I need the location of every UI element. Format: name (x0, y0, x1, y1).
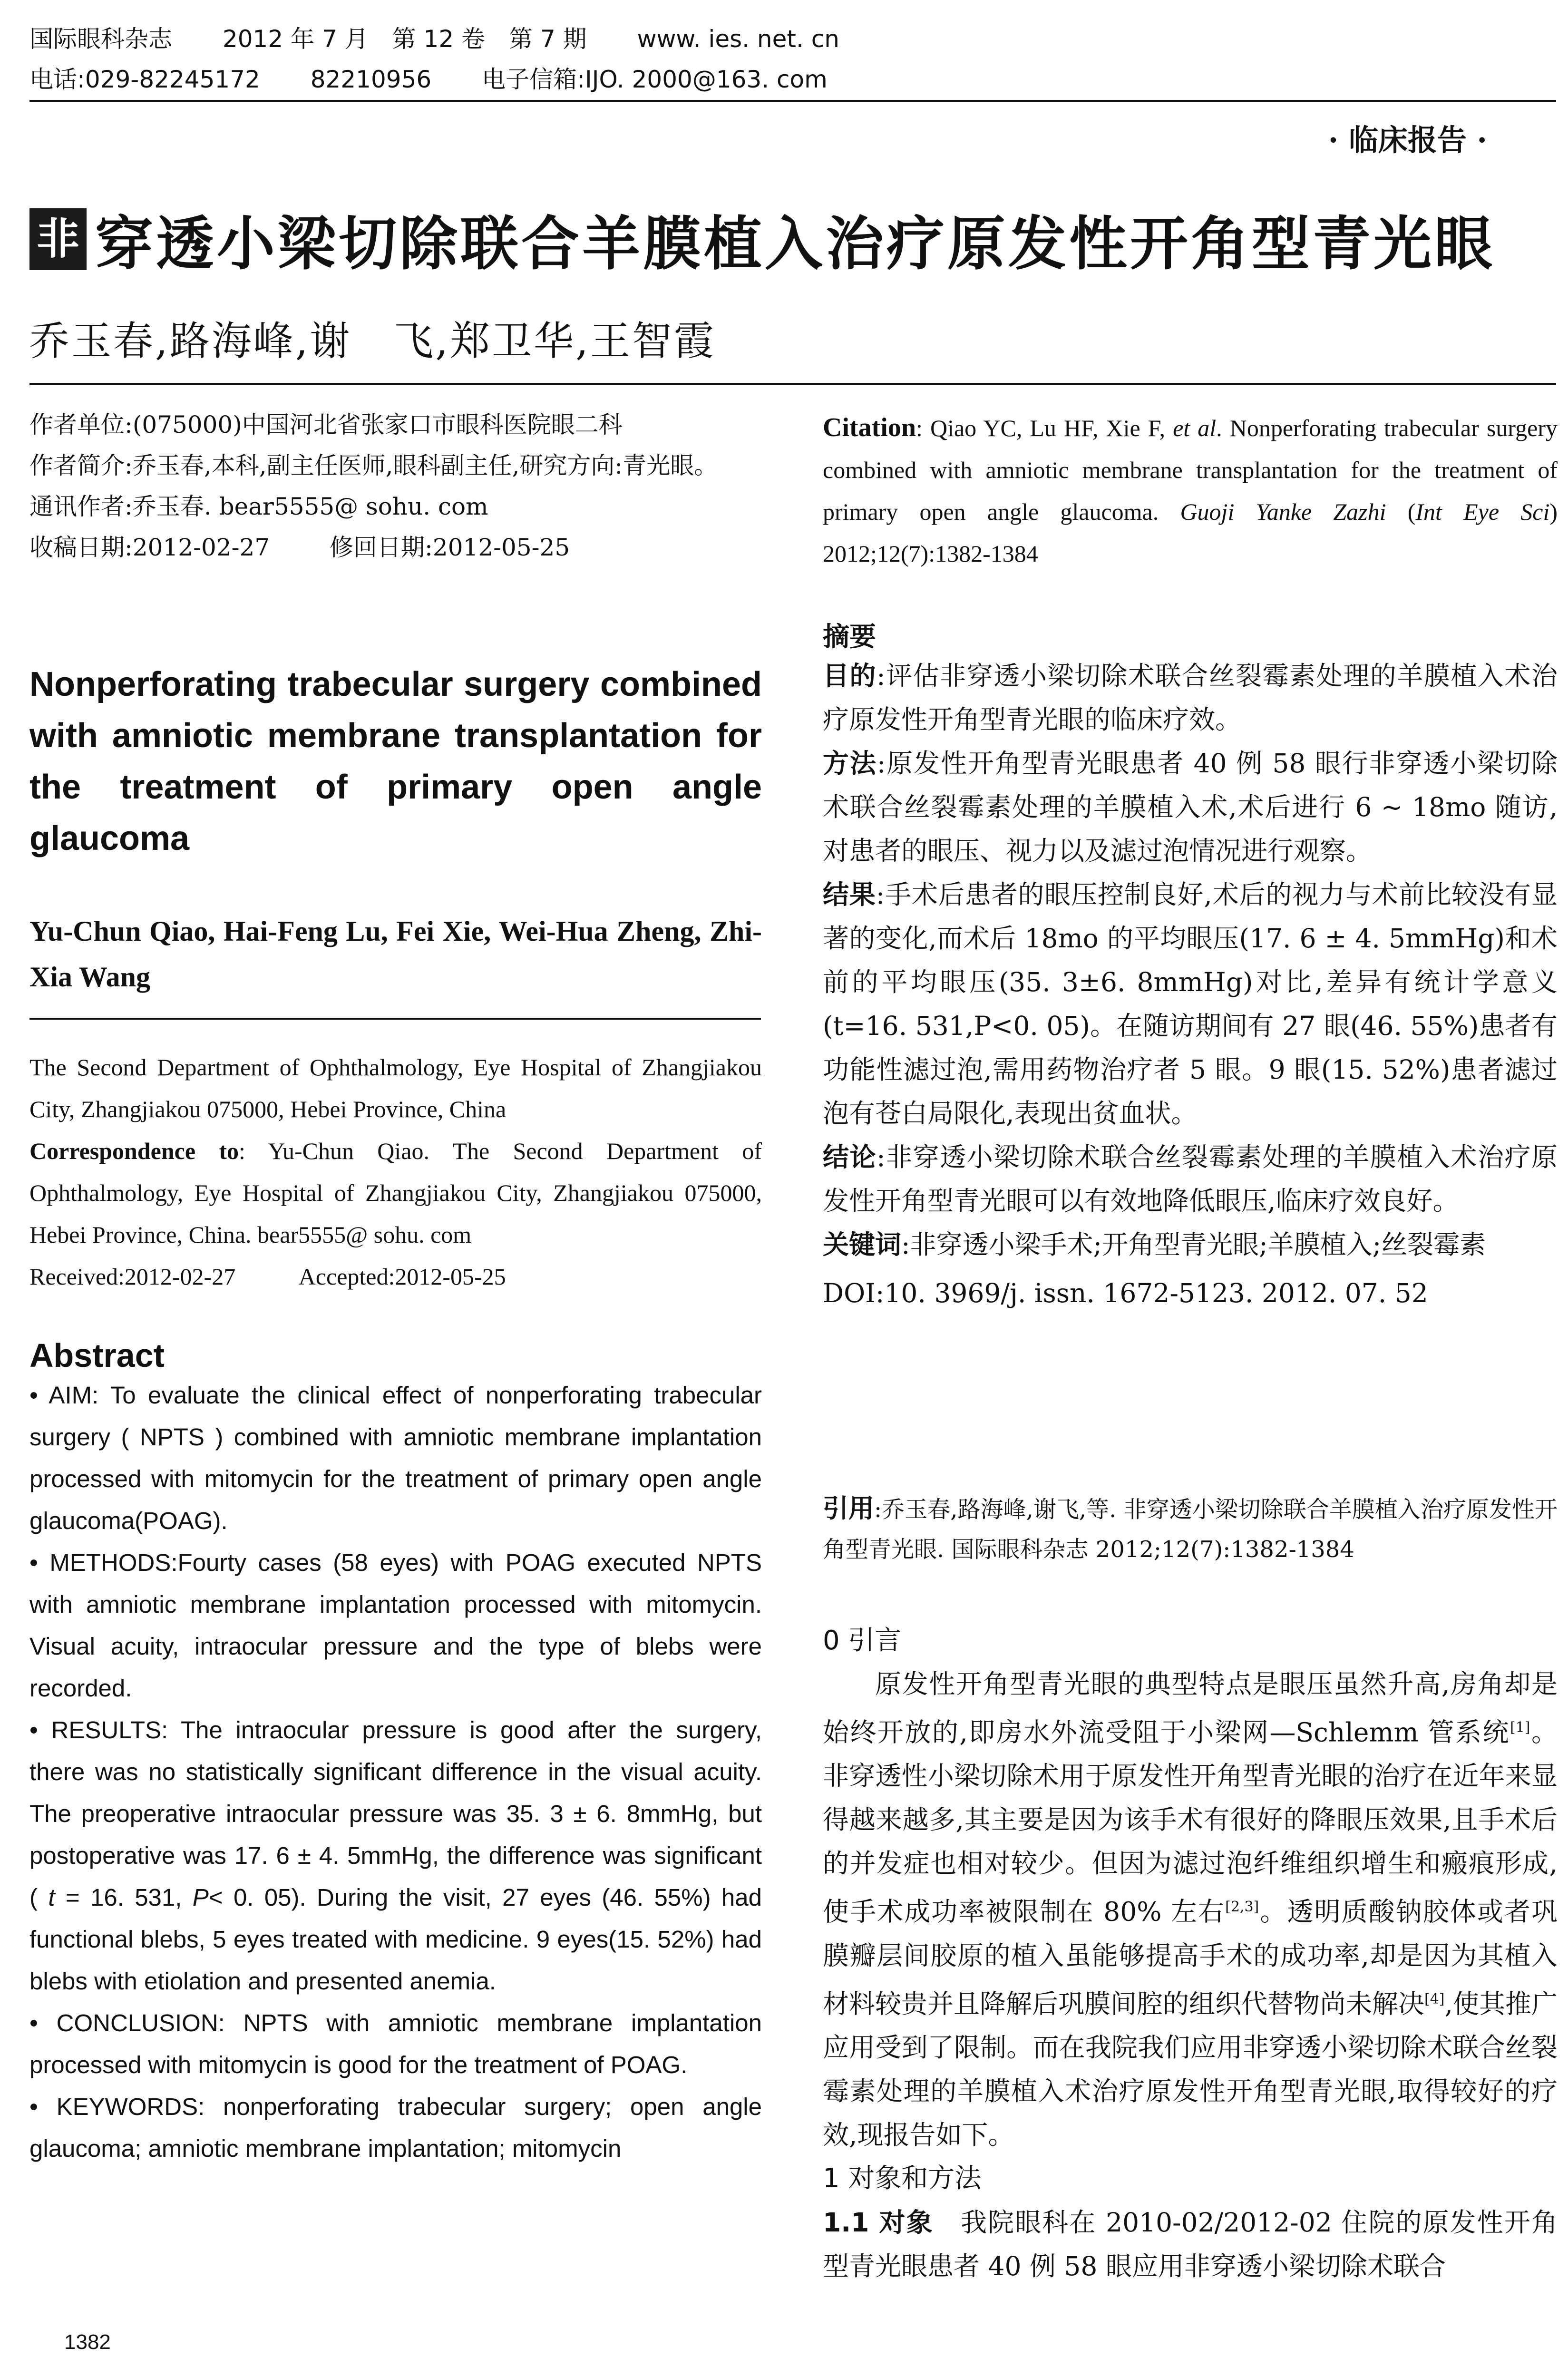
ref-2[interactable]: [2,3] (1225, 1899, 1259, 1916)
journal-name: 国际眼科杂志 (29, 25, 172, 53)
dates-en (29, 1256, 762, 1297)
results-label: RESULTS (51, 1716, 162, 1744)
citation-text-4: ) 2012;12(7):1382-1384 (823, 498, 1558, 567)
page-number: 1382 (64, 2330, 111, 2354)
results-text-2: = 16. 531, (55, 1884, 193, 1911)
methods-text: 我院眼科在 2010-02/2012-02 住院的原发性开角型青光眼患者 40 例 58 眼应用非穿透小梁切除术联合 (823, 2207, 1558, 2281)
english-authors: Yu-Chun Qiao, Hai-Feng Lu, Fei Xie, Wei-Hua Zheng, Zhi-Xia Wang (29, 916, 762, 993)
phone-2: 82210956 (310, 66, 432, 93)
ref-3[interactable]: [4] (1424, 1990, 1445, 2007)
chinese-abstract (823, 616, 1558, 1315)
cn-methods-label: 方法 (823, 748, 877, 779)
cn-results (823, 873, 1558, 1135)
cn-results-text: :手术后患者的眼压控制良好,术后的视力与术前比较没有显著的变化,而术后 18mo 的平均眼压(17. 6 ± 4. 5mmHg)和术前的平均眼压(35. 3±6. 8mmHg)对比,差异有统计学意义(t=16. 531,P<0. 05)。在随访期间有 27 眼(46. 55%)患者有功能性滤过泡,需用药物治疗者 5 眼。9 眼(15. 52%)患者滤过泡有苍白局限化,表现出贫血状。 (823, 879, 1558, 1129)
revised-cn: 修回日期:2012-05-25 (330, 534, 570, 561)
author-bio: 作者简介:乔玉春,本科,副主任医师,眼科副主任,研究方向:青光眼。 (29, 452, 718, 479)
abstract-keywords: • KEYWORDS: nonperforating trabecular surgery; open angle glaucoma; amniotic membrane implantation; mitomycin (29, 2093, 762, 2162)
introduction (823, 1619, 1558, 2288)
doi[interactable]: DOI:10. 3969/j. issn. 1672-5123. 2012. 07. 52 (823, 1278, 1428, 1308)
received-cn: 收稿日期:2012-02-27 (29, 534, 270, 561)
keywords-label: KEYWORDS (56, 2093, 198, 2120)
issue-info: 2012 年 7 月 第 12 卷 第 7 期 (222, 25, 587, 53)
title-mark: 非 (29, 208, 87, 270)
citation-cn (823, 1489, 1558, 1569)
intro-text-1: 原发性开角型青光眼的典型特点是眼压虽然升高,房角却是始终开放的,即房水外流受阻于小梁网—Schlemm 管系统 (823, 1669, 1558, 1748)
results-text-1: : The intraocular pressure is good after the surgery, there was no statistically significant difference in the visual acuity. The preoperative intraocular pressure was 35. 3 ± 6. 8mmHg, but postoperative was 17. 6 ± 4. 5mmHg, the difference was significant ( (29, 1716, 762, 1911)
cn-conclusion (823, 1135, 1558, 1223)
methods-paragraph (823, 2201, 1558, 2288)
english-abstract (29, 1336, 762, 2170)
section-tag: · 临床报告 · (1328, 123, 1487, 157)
intro-heading: 0 引言 (823, 1625, 902, 1656)
results-text-3: < 0. 05). During the visit, 27 eyes (46. 55%) had functional blebs, 5 eyes treated with medicine. 9 eyes(15. 52%) had blebs with etiolation and presented anemia. (29, 1884, 762, 1995)
abstract-aim: • AIM: To evaluate the clinical effect of nonperforating trabecular surgery ( NPTS ) combined with amniotic membrane implantation processed with mitomycin for the treatment of primary open angle glaucoma(POAG). (29, 1382, 762, 1534)
abstract-methods: • METHODS:Fourty cases (58 eyes) with POAG executed NPTS with amniotic membrane implantation processed with mitomycin. Visual acuity, intraocular pressure and the type of blebs were recorded. (29, 1549, 762, 1702)
conclusion-label: CONCLUSION (56, 2009, 218, 2036)
citation-text-3: ( (1386, 498, 1416, 525)
title-text: 穿透小梁切除联合羊膜植入治疗原发性开角型青光眼 (95, 210, 1495, 278)
phone: 电话:029-82245172 (29, 66, 260, 93)
cn-results-label: 结果 (823, 879, 876, 910)
correspondence-label: Correspondence to (29, 1138, 239, 1164)
cn-keywords (823, 1223, 1558, 1266)
citation-text-2: . Nonperforating trabecular surgery combined with amniotic membrane transplantation for the treatment of primary open angle glaucoma. (823, 415, 1558, 525)
citation-journal-2: Int Eye Sci (1415, 498, 1550, 525)
cn-conclusion-text: :非穿透小梁切除术联合丝裂霉素处理的羊膜植入术治疗原发性开角型青光眼可以有效地降低眼压,临床疗效良好。 (823, 1142, 1558, 1216)
cn-keywords-label: 关键词 (823, 1229, 902, 1260)
cn-methods (823, 741, 1558, 873)
journal-header-line-1 (29, 24, 882, 54)
methods-label: METHODS (49, 1549, 171, 1576)
intro-paragraph (823, 1662, 1558, 2157)
cn-aim (823, 654, 1558, 741)
ref-1[interactable]: [1] (1510, 1719, 1530, 1736)
abstract-conclusion: • CONCLUSION: NPTS with amniotic membrane implantation processed with mitomycin is good for the treatment of POAG. (29, 2009, 762, 2078)
website[interactable]: www. ies. net. cn (637, 25, 839, 53)
english-title: Nonperforating trabecular surgery combined with amniotic membrane transplantation for the treatment of primary open angle glaucoma (29, 665, 762, 857)
affiliation: The Second Department of Ophthalmology, Eye Hospital of Zhangjiakou City, Zhangjiakou 075000, Hebei Province, China (29, 1054, 762, 1122)
affiliation-rule (29, 1018, 761, 1020)
cn-conclusion-label: 结论 (823, 1142, 877, 1172)
cn-keywords-text: :非穿透小梁手术;开角型青光眼;羊膜植入;丝裂霉素 (901, 1229, 1486, 1260)
author-unit: 作者单位:(075000)中国河北省张家口市眼科医院眼二科 (29, 411, 623, 438)
cn-aim-text: :评估非穿透小梁切除术联合丝裂霉素处理的羊膜植入术治疗原发性开角型青光眼的临床疗效。 (823, 661, 1558, 735)
methods-heading: 1 对象和方法 (823, 2163, 982, 2194)
intro-text-3: 。透明质酸钠胶体或者巩膜瓣层间胶原的植入虽能够提高手术的成功率,却是因为其植入材料较贵并且降解后巩膜间腔的组织代替物尚未解决 (823, 1896, 1558, 2019)
citation-label: Citation (823, 413, 916, 442)
citation-etal: et al (1173, 415, 1217, 441)
intro-text-4: ,使其推广应用受到了限制。而在我院我们应用非穿透小梁切除术联合丝裂霉素处理的羊膜植入术治疗原发性开角型青光眼,取得较好的疗效,现报告如下。 (823, 1988, 1558, 2150)
dates-cn (29, 527, 762, 568)
affiliation-block (29, 1046, 762, 1297)
article-title (29, 197, 1561, 281)
cite-cn-para (823, 1489, 1558, 1569)
results-p: P (192, 1884, 209, 1911)
citation-journal: Guoji Yanke Zazhi (1180, 498, 1386, 525)
received-en: Received:2012-02-27 (29, 1263, 236, 1290)
abstract-results: • RESULTS: The intraocular pressure is good after the surgery, there was no statistically significant difference in the visual acuity. The preoperative intraocular pressure was 35. 3 ± 6. 8mmHg, but postoperative was 17. 6 ± 4. 5mmHg, the difference was significant ( t = 16. 531, P< 0. 05). During the visit, 27 eyes (46. 55%) had functional blebs, 5 eyes treated with medicine. 9 eyes(15. 52%) had blebs with etiolation and presented anemia. (29, 1716, 762, 1995)
cite-cn-label: 引用 (823, 1493, 875, 1523)
citation-en (823, 407, 1558, 575)
aim-text: : To evaluate the clinical effect of nonperforating trabecular surgery ( NPTS ) combined with amniotic membrane implantation processed with mitomycin for the treatment of primary open angle glaucoma(POAG). (29, 1382, 762, 1534)
header-rule (29, 100, 1556, 102)
cn-abstract-heading: 摘要 (823, 622, 876, 653)
conclusion-text: : NPTS with amniotic membrane implantation processed with mitomycin is good for the treatment of POAG. (29, 2009, 762, 2078)
citation-text-1: : Qiao YC, Lu HF, Xie F, (916, 415, 1173, 441)
correspondence-text: : Yu-Chun Qiao. The Second Department of Ophthalmology, Eye Hospital of Zhangjiakou City, Zhangjiakou 075000, Hebei Province, China. bear5555@ sohu. com (29, 1138, 762, 1248)
keywords-text: : nonperforating trabecular surgery; open angle glaucoma; amniotic membrane implantation; mitomycin (29, 2093, 762, 2162)
methods-text: :Fourty cases (58 eyes) with POAG executed NPTS with amniotic membrane implantation processed with mitomycin. Visual acuity, intraocular pressure and the type of blebs were recorded. (29, 1549, 762, 1702)
corresponding-author: 通讯作者:乔玉春. bear5555@ sohu. com (29, 493, 488, 520)
cn-methods-text: :原发性开角型青光眼患者 40 例 58 眼行非穿透小梁切除术联合丝裂霉素处理的羊膜植入术,术后进行 6 ~ 18mo 随访,对患者的眼压、视力以及滤过泡情况进行观察。 (823, 748, 1558, 866)
authors-cn: 乔玉春,路海峰,谢 飞,郑卫华,王智霞 (29, 318, 716, 364)
abstract-heading: Abstract (29, 1337, 165, 1374)
email[interactable]: 电子信箱:IJO. 2000@163. com (482, 66, 828, 93)
accepted-en: Accepted:2012-05-25 (298, 1263, 506, 1290)
title-rule (29, 383, 1556, 385)
cn-aim-label: 目的 (823, 661, 877, 691)
journal-header-line-2 (29, 64, 870, 95)
results-t: t (48, 1884, 55, 1911)
methods-sub-label: 1.1 对象 (823, 2207, 934, 2238)
cite-cn-text: :乔玉春,路海峰,谢飞,等. 非穿透小梁切除联合羊膜植入治疗原发性开角型青光眼. 国际眼科杂志 2012;12(7):1382-1384 (823, 1496, 1558, 1563)
aim-label: AIM (49, 1382, 92, 1409)
author-info (29, 404, 762, 568)
correspondence (29, 1130, 762, 1256)
intro-text-2: 。非穿透性小梁切除术用于原发性开角型青光眼的治疗在近年来显得越来越多,其主要是因为该手术有很好的降眼压效果,且手术后的并发症也相对较少。但因为滤过泡纤维组织增生和瘢痕形成,使手术成功率被限制在 80% 左右 (823, 1717, 1558, 1927)
